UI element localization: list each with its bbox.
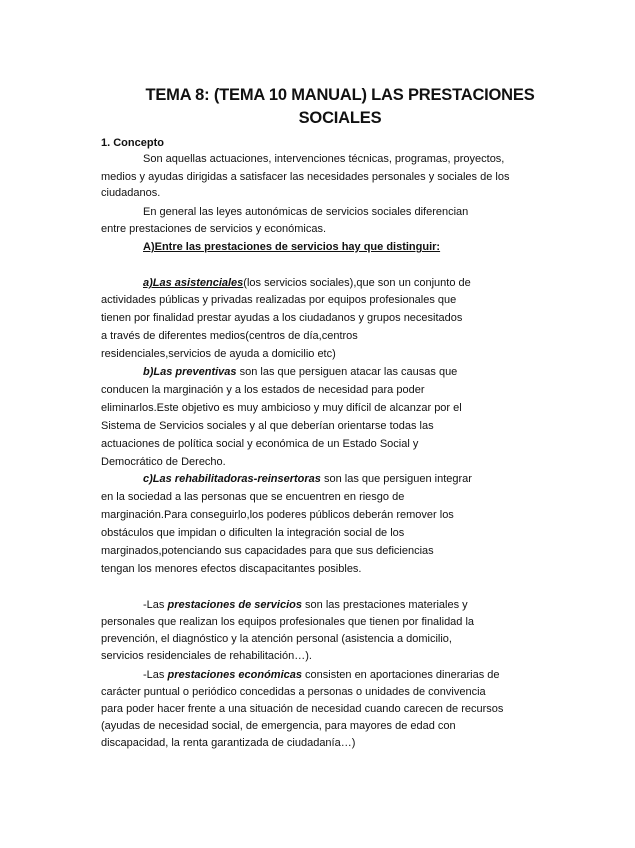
text-span: son las que persiguen integrar [320, 473, 472, 485]
paragraph-line: carácter puntual o periódico concedidas a personas o unidades de convivencia [101, 686, 486, 698]
paragraph-line: actividades públicas y privadas realizadas por equipos profesionales que [101, 294, 457, 306]
paragraph-line [143, 668, 500, 682]
term-prestaciones-servicios: prestaciones de servicios [167, 599, 302, 611]
section-heading: 1. Concepto [101, 137, 164, 149]
paragraph-line: conducen la marginación y a los estados de necesidad para poder [101, 384, 425, 396]
paragraph-line: tienen por finalidad prestar ayudas a los ciudadanos y grupos necesitados [101, 312, 463, 324]
text-span: consisten en aportaciones dinerarias de [301, 669, 500, 681]
paragraph-line: tengan los menores efectos discapacitantes posibles. [101, 563, 362, 575]
paragraph-line: ciudadanos. [101, 187, 161, 199]
text-span: (los servicios sociales),que son un conjunto de [243, 277, 471, 289]
text-span: -Las [143, 669, 168, 681]
paragraph-line: (ayudas de necesidad social, de emergencia, para mayores de edad con [101, 720, 456, 732]
term-rehabilitadoras: c)Las rehabilitadoras-reinsertoras [143, 473, 321, 485]
paragraph-line [143, 276, 471, 290]
text-span: son las que persiguen atacar las causas que [236, 366, 458, 378]
subheading: A)Entre las prestaciones de servicios hay que distinguir: [143, 241, 441, 253]
paragraph-line: entre prestaciones de servicios y económicas. [101, 223, 326, 235]
paragraph-line: medios y ayudas dirigidas a satisfacer las necesidades personales y sociales de los [101, 171, 510, 183]
paragraph-line: En general las leyes autonómicas de servicios sociales diferencian [143, 206, 469, 218]
paragraph-line [143, 472, 472, 486]
paragraph-line: marginados,potenciando sus capacidades para que sus deficiencias [101, 545, 434, 557]
paragraph-line: Democrático de Derecho. [101, 456, 226, 468]
term-asistenciales: a)Las asistenciales [143, 277, 244, 289]
paragraph-line: en la sociedad a las personas que se encuentren en riesgo de [101, 491, 405, 503]
paragraph-line [143, 365, 457, 379]
paragraph-line: Son aquellas actuaciones, intervenciones técnicas, programas, proyectos, [143, 153, 505, 165]
paragraph-line: Sistema de Servicios sociales y al que deberían orientarse todas las [101, 420, 434, 432]
paragraph-line: para poder hacer frente a una situación de necesidad cuando carecen de recursos [101, 703, 504, 715]
page-title-line-2: SOCIALES [298, 109, 382, 127]
paragraph-line: obstáculos que impidan o dificulten la integración social de los [101, 527, 405, 539]
paragraph-line [143, 598, 468, 612]
paragraph-line: eliminarlos.Este objetivo es muy ambicioso y muy difícil de alcanzar por el [101, 402, 462, 414]
paragraph-line: prevención, el diagnóstico y la atención personal (asistencia a domicilio, [101, 633, 452, 645]
paragraph-line: marginación.Para conseguirlo,los poderes públicos deberán remover los [101, 509, 454, 521]
page-title-line-1: TEMA 8: (TEMA 10 MANUAL) LAS PRESTACIONES [145, 86, 535, 104]
paragraph-line: actuaciones de política social y económica de un Estado Social y [101, 438, 419, 450]
paragraph-line: residenciales,servicios de ayuda a domicilio etc) [101, 348, 336, 360]
term-prestaciones-economicas: prestaciones económicas [167, 669, 302, 681]
paragraph-line: servicios residenciales de rehabilitación…). [101, 650, 312, 662]
paragraph-line: personales que realizan los equipos profesionales que tienen por finalidad la [101, 616, 475, 628]
paragraph-line: a través de diferentes medios(centros de día,centros [101, 330, 358, 342]
paragraph-line: discapacidad, la renta garantizada de ciudadanía…) [101, 737, 356, 749]
term-preventivas: b)Las preventivas [143, 366, 237, 378]
text-span: son las prestaciones materiales y [301, 599, 468, 611]
text-span: -Las [143, 599, 168, 611]
